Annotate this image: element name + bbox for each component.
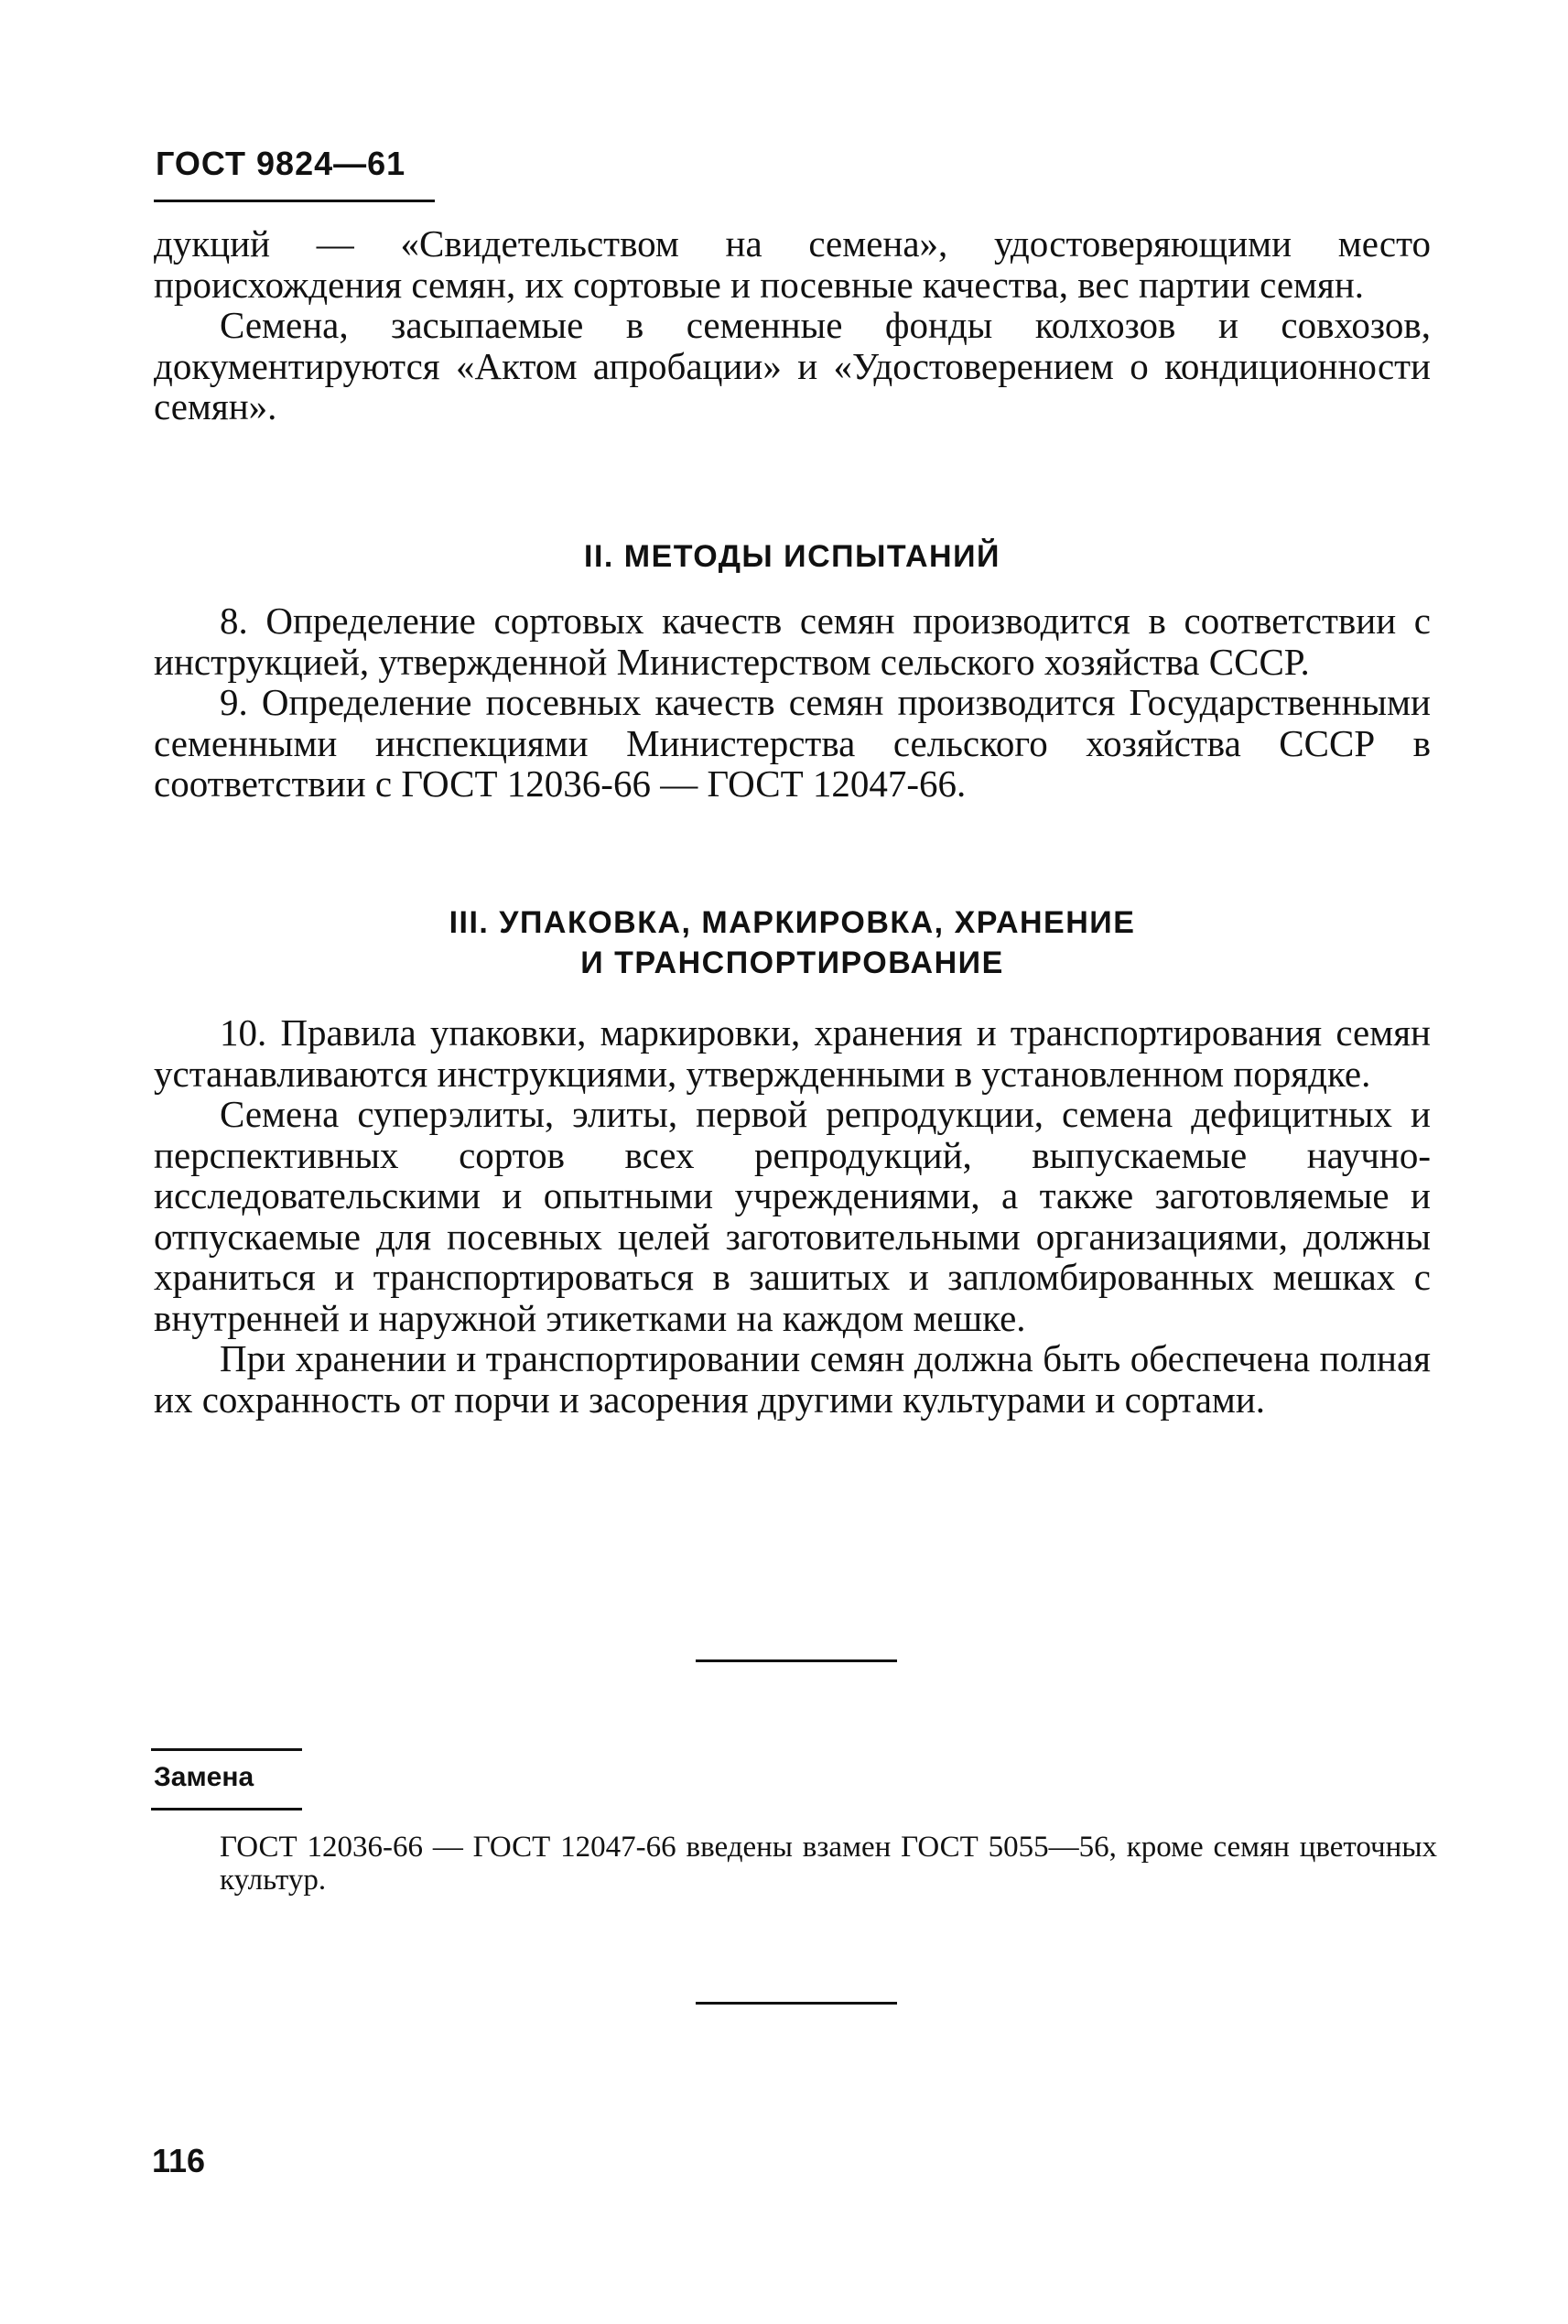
section-3-title-line-1: III. УПАКОВКА, МАРКИРОВКА, ХРАНЕНИЕ xyxy=(449,905,1136,940)
intro-paragraph-2: Семена, засыпаемые в семенные фонды колхозов и совхозов, документируются «Актом апробации» и «Удостоверением о кондиционности семян». xyxy=(154,304,1431,427)
separator-rule-1 xyxy=(696,1659,897,1662)
page-number: 116 xyxy=(152,2142,206,2179)
replacement-rule-top xyxy=(151,1748,302,1751)
section-3-paragraph-2: Семена суперэлиты, элиты, первой репродукции, семена дефицитных и перспективных сортов всех репродукций, выпускаемые научно-исследовательскими и опытными учреждениями, а также заготовляемые и отпускаемые для посевных целей заготовительными организациями, должны храниться и транспортироваться в зашитых и запломбированных мешках с внутренней и наружной этикетками на каждом мешке. xyxy=(154,1093,1431,1339)
section-2-paragraph-8: 8. Определение сортовых качеств семян производится в соответствии с инструкцией, утвержденной Министерством сельского хозяйства СССР. xyxy=(154,600,1431,683)
section-2-paragraph-9: 9. Определение посевных качеств семян производится Государственными семенными инспекциями Министерства сельского хозяйства СССР в соответствии с ГОСТ 12036-66 — ГОСТ 12047-66. xyxy=(154,681,1431,805)
section-3-paragraph-10: 10. Правила упаковки, маркировки, хранения и транспортирования семян устанавливаются инструкциями, утвержденными в установленном порядке. xyxy=(154,1011,1431,1095)
intro-text xyxy=(154,223,1431,427)
section-2-text xyxy=(154,600,1431,805)
separator-rule-2 xyxy=(696,2002,897,2005)
section-3-paragraph-3: При хранении и транспортировании семян должна быть обеспечена полная их сохранность от порчи и засорения другими культурами и сортами. xyxy=(154,1337,1431,1421)
section-3-text xyxy=(154,1012,1431,1420)
replacement-rule-bottom xyxy=(151,1808,302,1811)
replacement-label: Замена xyxy=(154,1762,254,1792)
document-header: ГОСТ 9824—61 xyxy=(156,145,406,182)
intro-paragraph-1: дукций — «Свидетельством на семена», удостоверяющими место происхождения семян, их сортовые и посевные качества, вес партии семян. xyxy=(154,222,1431,306)
header-rule xyxy=(154,200,435,202)
section-2-title: II. МЕТОДЫ ИСПЫТАНИЙ xyxy=(584,539,1000,574)
replacement-note: ГОСТ 12036-66 — ГОСТ 12047-66 введены взамен ГОСТ 5055—56, кроме семян цветочных культур. xyxy=(220,1831,1437,1897)
section-3-title-line-2: И ТРАНСПОРТИРОВАНИЕ xyxy=(580,946,1004,980)
